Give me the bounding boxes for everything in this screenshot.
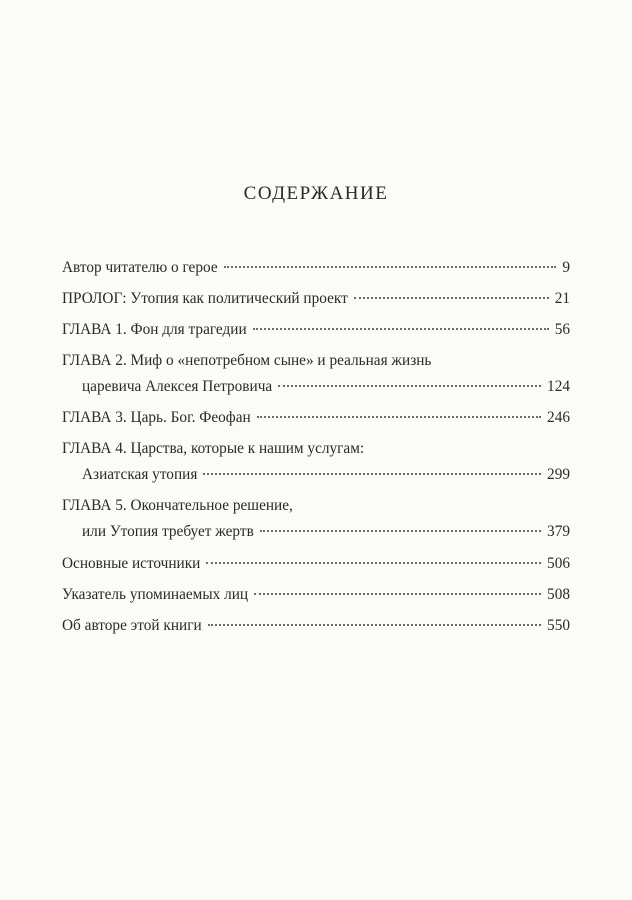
toc-entry[interactable] [62, 582, 570, 608]
toc-entry-page: 506 [547, 555, 570, 572]
toc-entry-page: 124 [547, 378, 570, 395]
dot-leader [354, 297, 549, 299]
toc-entry-page: 508 [547, 586, 570, 603]
toc-entry-label: Об авторе этой книги [62, 617, 202, 634]
dot-leader [224, 266, 557, 268]
toc-entry-label: ГЛАВА 1. Фон для трагедии [62, 321, 247, 338]
toc-entry-page: 21 [554, 290, 570, 307]
toc-entry[interactable] [62, 286, 570, 312]
dot-leader [206, 562, 541, 564]
toc-entry-title: ГЛАВА 2. Миф о «непотребном сыне» и реальная жизнь [62, 352, 432, 369]
toc-entry[interactable] [62, 348, 570, 400]
toc-entry-label: ПРОЛОГ: Утопия как политический проект [62, 290, 348, 307]
toc-entry-label: Указатель упоминаемых лиц [62, 586, 249, 603]
dot-leader [260, 530, 541, 532]
toc-entry[interactable] [62, 551, 570, 577]
toc-entry-page: 379 [547, 523, 570, 540]
dot-leader [203, 473, 541, 475]
toc-entry-label: или Утопия требует жертв [82, 523, 254, 540]
toc-entry[interactable] [62, 405, 570, 431]
dot-leader [253, 328, 549, 330]
toc-entry-label: Автор читателю о герое [62, 259, 218, 276]
dot-leader [257, 416, 541, 418]
toc-entry-page: 246 [547, 409, 570, 426]
toc-back-matter-list [62, 551, 570, 644]
toc-entry[interactable] [62, 493, 570, 545]
toc-entry-label: царевича Алексея Петровича [82, 378, 273, 395]
toc-entry[interactable] [62, 436, 570, 488]
toc-entry-page: 56 [554, 321, 570, 338]
toc-entry-page: 550 [547, 617, 570, 634]
toc-entry-page: 299 [547, 466, 570, 483]
toc-entry-title: ГЛАВА 4. Царства, которые к нашим услугам: [62, 440, 365, 457]
dot-leader [278, 385, 541, 387]
dot-leader [208, 624, 541, 626]
toc-entry[interactable] [62, 255, 570, 281]
page-title: СОДЕРЖАНИЕ [243, 183, 389, 204]
toc-entry-page: 9 [562, 259, 570, 276]
toc-entry[interactable] [62, 613, 570, 639]
toc-entry-label: ГЛАВА 3. Царь. Бог. Феофан [62, 409, 251, 426]
dot-leader [254, 593, 541, 595]
toc-entry-label: Основные источники [62, 555, 201, 572]
toc-main-list [62, 255, 570, 550]
toc-entry-label: Азиатская утопия [82, 466, 198, 483]
toc-entry[interactable] [62, 317, 570, 343]
toc-entry-title: ГЛАВА 5. Окончательное решение, [62, 497, 293, 514]
